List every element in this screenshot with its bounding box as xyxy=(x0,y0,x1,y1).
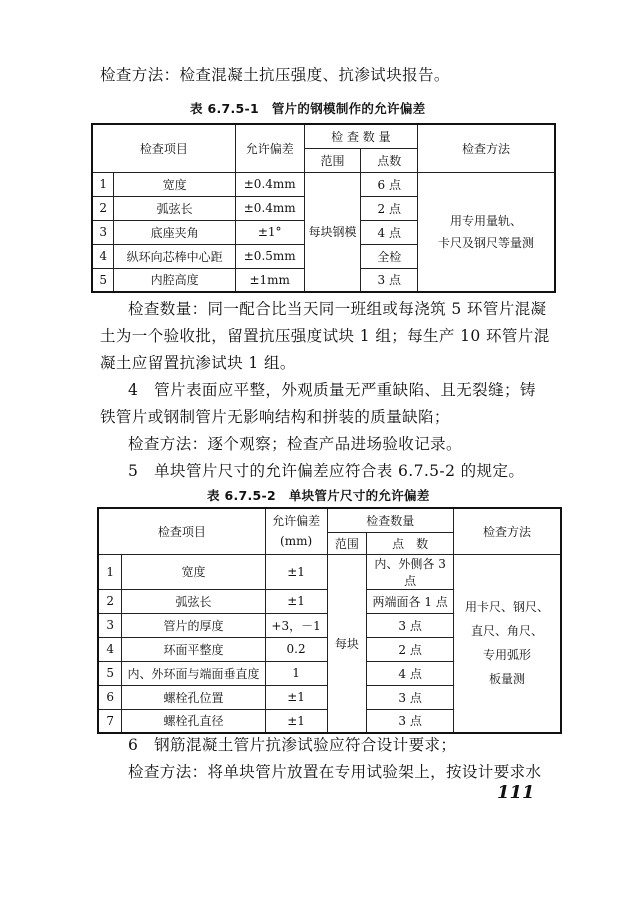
table2-header-item: 检查项目 xyxy=(98,508,265,554)
row-number: 2 xyxy=(92,196,114,220)
table2-header-range: 范围 xyxy=(327,532,367,554)
row-points: 2 点 xyxy=(367,637,454,661)
table1-range: 每块钢模 xyxy=(304,172,361,292)
row-number: 3 xyxy=(92,220,114,244)
table1-header-tolerance: 允许偏差 xyxy=(235,124,304,172)
table1-caption: 表 6.7.5-1 管片的钢模制作的允许偏差 xyxy=(190,101,426,116)
row-number: 6 xyxy=(98,685,122,709)
row-number: 4 xyxy=(92,244,114,268)
row-number: 5 xyxy=(92,268,114,292)
table2-method-line: 用卡尺、钢尺、 xyxy=(464,600,549,615)
row-points: 6 点 xyxy=(361,172,418,196)
table2-header-tolerance-unit: (mm) xyxy=(280,534,313,549)
table2-header-method: 检查方法 xyxy=(453,508,561,554)
table2-header-points: 点 数 xyxy=(367,532,454,554)
table-row xyxy=(92,172,555,196)
row-item: 底座夹角 xyxy=(114,220,235,244)
table2-header-tolerance xyxy=(265,508,327,554)
table1-header-item: 检查项目 xyxy=(92,124,235,172)
row-points: 全检 xyxy=(361,244,418,268)
table2-method-line: 直尺、角尺、 xyxy=(470,624,543,639)
row-number: 2 xyxy=(98,589,122,613)
row-tolerance: ±1 xyxy=(265,709,327,733)
table2 xyxy=(97,507,562,734)
row-item: 内腔高度 xyxy=(114,268,235,292)
row-points: 4 点 xyxy=(367,661,454,685)
table2-header-quantity: 检查数量 xyxy=(327,508,453,532)
row-number: 5 xyxy=(98,661,122,685)
row-tolerance: ±0.5mm xyxy=(235,244,304,268)
body-line: 4 管片表面应平整，外观质量无严重缺陷、且无裂缝；铸 xyxy=(128,381,536,399)
table-row xyxy=(98,554,561,589)
body-line: 凝土应留置抗渗试块 1 组。 xyxy=(100,354,296,372)
table1 xyxy=(91,123,556,293)
row-item: 弧弦长 xyxy=(114,196,235,220)
table2-header-tolerance-line: 允许偏差 xyxy=(272,514,321,529)
row-item: 宽度 xyxy=(114,172,235,196)
row-tolerance: ±0.4mm xyxy=(235,172,304,196)
row-tolerance: ±1° xyxy=(235,220,304,244)
body-line: 检查方法：将单块管片放置在专用试验架上，按设计要求水 xyxy=(128,763,542,781)
row-number: 1 xyxy=(98,554,122,589)
table1-method-line: 用专用量轨、 xyxy=(450,213,523,228)
row-number: 4 xyxy=(98,637,122,661)
row-item: 弧弦长 xyxy=(122,589,265,613)
table2-method-line: 专用弧形 xyxy=(482,648,531,663)
body-line: 检查方法：逐个观察；检查产品进场验收记录。 xyxy=(128,435,462,453)
check-method-line: 检查方法：检查混凝土抗压强度、抗渗试块报告。 xyxy=(100,66,450,84)
row-tolerance: ±1mm xyxy=(235,268,304,292)
row-number: 3 xyxy=(98,613,122,637)
row-number: 1 xyxy=(92,172,114,196)
row-item: 螺栓孔直径 xyxy=(122,709,265,733)
row-item: 宽度 xyxy=(122,554,265,589)
table1-header-quantity: 检 查 数 量 xyxy=(304,124,417,148)
row-tolerance: 0.2 xyxy=(265,637,327,661)
row-points: 3 点 xyxy=(367,613,454,637)
table1-header-range: 范围 xyxy=(304,148,361,172)
row-points: 2 点 xyxy=(361,196,418,220)
table1-method-line: 卡尺及钢尺等量测 xyxy=(438,235,535,250)
row-tolerance: ±1 xyxy=(265,589,327,613)
body-line: 5 单块管片尺寸的允许偏差应符合表 6.7.5-2 的规定。 xyxy=(128,462,525,480)
table1-header-points: 点数 xyxy=(361,148,418,172)
table2-method xyxy=(453,554,561,733)
row-item: 管片的厚度 xyxy=(122,613,265,637)
row-item: 内、外环面与端面垂直度 xyxy=(122,661,265,685)
row-item: 纵环向芯棒中心距 xyxy=(114,244,235,268)
table2-range: 每块 xyxy=(327,554,367,733)
row-points: 3 点 xyxy=(361,268,418,292)
row-item: 螺栓孔位置 xyxy=(122,685,265,709)
row-tolerance: 1 xyxy=(265,661,327,685)
row-tolerance: ±1 xyxy=(265,554,327,589)
table1-method xyxy=(418,172,555,292)
table1-header-method: 检查方法 xyxy=(418,124,555,172)
body-line: 6 钢筋混凝土管片抗渗试验应符合设计要求； xyxy=(128,736,457,754)
row-points: 3 点 xyxy=(367,709,454,733)
row-number: 7 xyxy=(98,709,122,733)
body-line: 土为一个验收批，留置抗压强度试块 1 组；每生产 10 环管片混 xyxy=(100,327,550,345)
body-line: 铁管片或钢制管片无影响结构和拼装的质量缺陷； xyxy=(100,408,450,426)
row-points: 内、外侧各 3 点 xyxy=(367,554,454,589)
row-tolerance: ±0.4mm xyxy=(235,196,304,220)
row-item: 环面平整度 xyxy=(122,637,265,661)
row-tolerance: +3，－1 xyxy=(265,613,327,637)
table2-caption: 表 6.7.5-2 单块管片尺寸的允许偏差 xyxy=(207,488,430,503)
row-points: 两端面各 1 点 xyxy=(367,589,454,613)
row-tolerance: ±1 xyxy=(265,685,327,709)
body-line: 检查数量：同一配合比当天同一班组或每浇筑 5 环管片混凝 xyxy=(128,300,547,318)
row-points: 4 点 xyxy=(361,220,418,244)
row-points: 3 点 xyxy=(367,685,454,709)
page-number: 111 xyxy=(497,782,535,803)
table2-method-line: 板量测 xyxy=(488,672,525,687)
